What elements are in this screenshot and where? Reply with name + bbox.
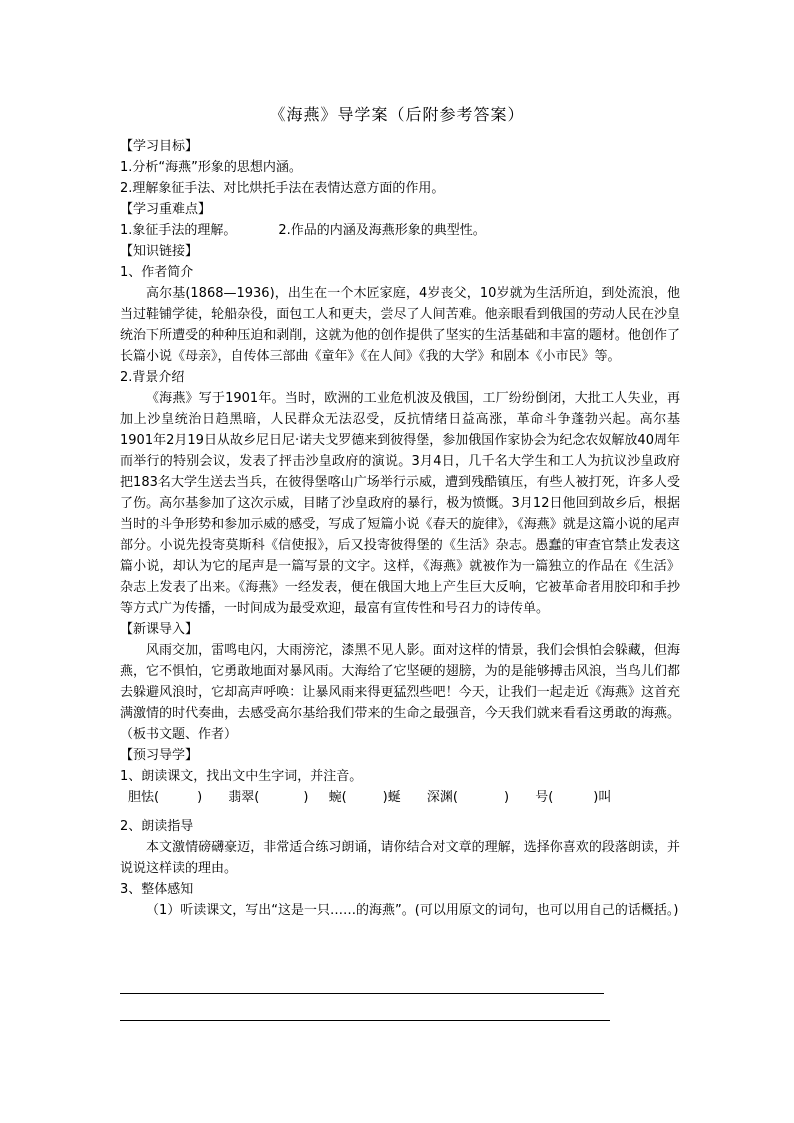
section-heading-key-points: 【学习重难点】 (120, 202, 212, 217)
goal-item-1: 1.分析“海燕”形象的思想内涵。 (120, 160, 302, 175)
section-heading-new-lesson: 【新课导入】 (120, 622, 199, 637)
subheading-background: 2.背景介绍 (120, 370, 185, 385)
section-heading-preview: 【预习导学】 (120, 748, 199, 763)
background-paragraph: 《海燕》写于1901年。当时，欧洲的工业危机波及俄国，工厂纷纷倒闭，大批工人失业，再加上沙皇统治日趋黑暗，人民群众无法忍受，反抗情绪日益高涨，革命斗争蓬勃兴起。高尔基1901年2月19日从故乡尼日尼·诺夫戈罗德来到彼得堡，参加俄国作家协会为纪念农奴解放40周年而举行的特别会议，发表了抨击沙皇政府的演说。3月4日，几千名大学生和工人为抗议沙皇政府把183名大学生送去当兵，在彼得堡喀山广场举行示威，遭到残酷镇压，有些人被打死，许多人受了伤。高尔基参加了这次示威，目睹了沙皇政府的暴行，极为愤慨。3月12日他回到故乡后，根据当时的斗争形势和参加示威的感受，写成了短篇小说《春天的旋律》，《海燕》就是这篇小说的尾声部分。小说先投寄莫斯科《信使报》，后又投寄彼得堡的《生活》杂志。愚蠢的审查官禁止发表这篇小说，却认为它的尾声是一篇写景的文字。这样，《海燕》就被作为一篇独立的作品在《生活》杂志上发表了出来。《海燕》一经发表，便在俄国大地上产生巨大反响，它被革命者用胶印和手抄等方式广为传播，一时间成为最受欢迎，最富有宣传性和号召力的诗传单。 (120, 391, 680, 616)
vocab-word-3: 蜿( (328, 790, 347, 805)
author-paragraph: 高尔基(1868—1936)，出生在一个木匠家庭，4岁丧父，10岁就为生活所迫，到处流浪，他当过鞋铺学徒，轮船杂役，面包工人和更夫，尝尽了人间苦难。他亲眼看到俄国的劳动人民在沙皇统治下所遭受的种种压迫和剥削，这就为他的创作提供了坚实的生活基础和丰富的题材。他创作了长篇小说《母亲》，自传体三部曲《童年》《在人间》《我的大学》和剧本《小市民》等。 (120, 286, 680, 364)
vocab-word-4: 深渊( (426, 790, 458, 805)
vocab-word-5: 号( (535, 790, 554, 805)
subheading-overall: 3、整体感知 (120, 882, 194, 897)
answer-line-1[interactable] (120, 993, 604, 994)
answer-line-2[interactable] (120, 1020, 610, 1021)
section-heading-knowledge-link: 【知识链接】 (120, 244, 199, 259)
new-lesson-paragraph: 风雨交加，雷鸣电闪，大雨滂沱，漆黑不见人影。面对这样的情景，我们会惧怕会躲藏，但海燕，它不惧怕，它勇敢地面对暴风雨。大海给了它坚硬的翅膀，为的是能够搏击风浪，当鸟儿们都去躲避风浪时，它却高声呼唤：让暴风雨来得更猛烈些吧！今天，让我们一起走近《海燕》这首充满激情的时代奏曲，去感受高尔基给我们带来的生命之最强音，今天我们就来看看这勇敢的海燕。（板书文题、作者） (120, 643, 680, 742)
document-body (120, 136, 680, 921)
reading-guide-paragraph: 本文激情磅礴豪迈，非常适合练习朗诵，请你结合对文章的理解，选择你喜欢的段落朗读，并说说这样读的理由。 (120, 840, 680, 876)
key-points-line (120, 220, 680, 241)
section-heading-goals: 【学习目标】 (120, 139, 199, 154)
key-point-1: 1.象征手法的理解。 (120, 223, 237, 238)
vocab-word-2: 翡翠( (228, 790, 260, 805)
subheading-reading-guide: 2、朗读指导 (120, 819, 194, 834)
overall-paragraph: （1）听读课文，写出“这是一只……的海燕”。(可以用原文的词句，也可以用自己的话概括。) (146, 903, 679, 918)
page-title: 《海燕》导学案（后附参考答案） (269, 105, 525, 124)
goal-item-2: 2.理解象征手法、对比烘托手法在表情达意方面的作用。 (120, 181, 445, 196)
subheading-reading: 1、朗读课文，找出文中生字词，并注音。 (120, 769, 363, 784)
vocab-word-1: 胆怯( (128, 790, 160, 805)
vocabulary-line: 胆怯( ) 翡翠( ) 蜿( )蜒 深渊( ) 号( )叫 (128, 790, 612, 805)
key-point-2: 2.作品的内涵及海燕形象的典型性。 (278, 223, 486, 238)
subheading-author: 1、作者简介 (120, 265, 194, 280)
